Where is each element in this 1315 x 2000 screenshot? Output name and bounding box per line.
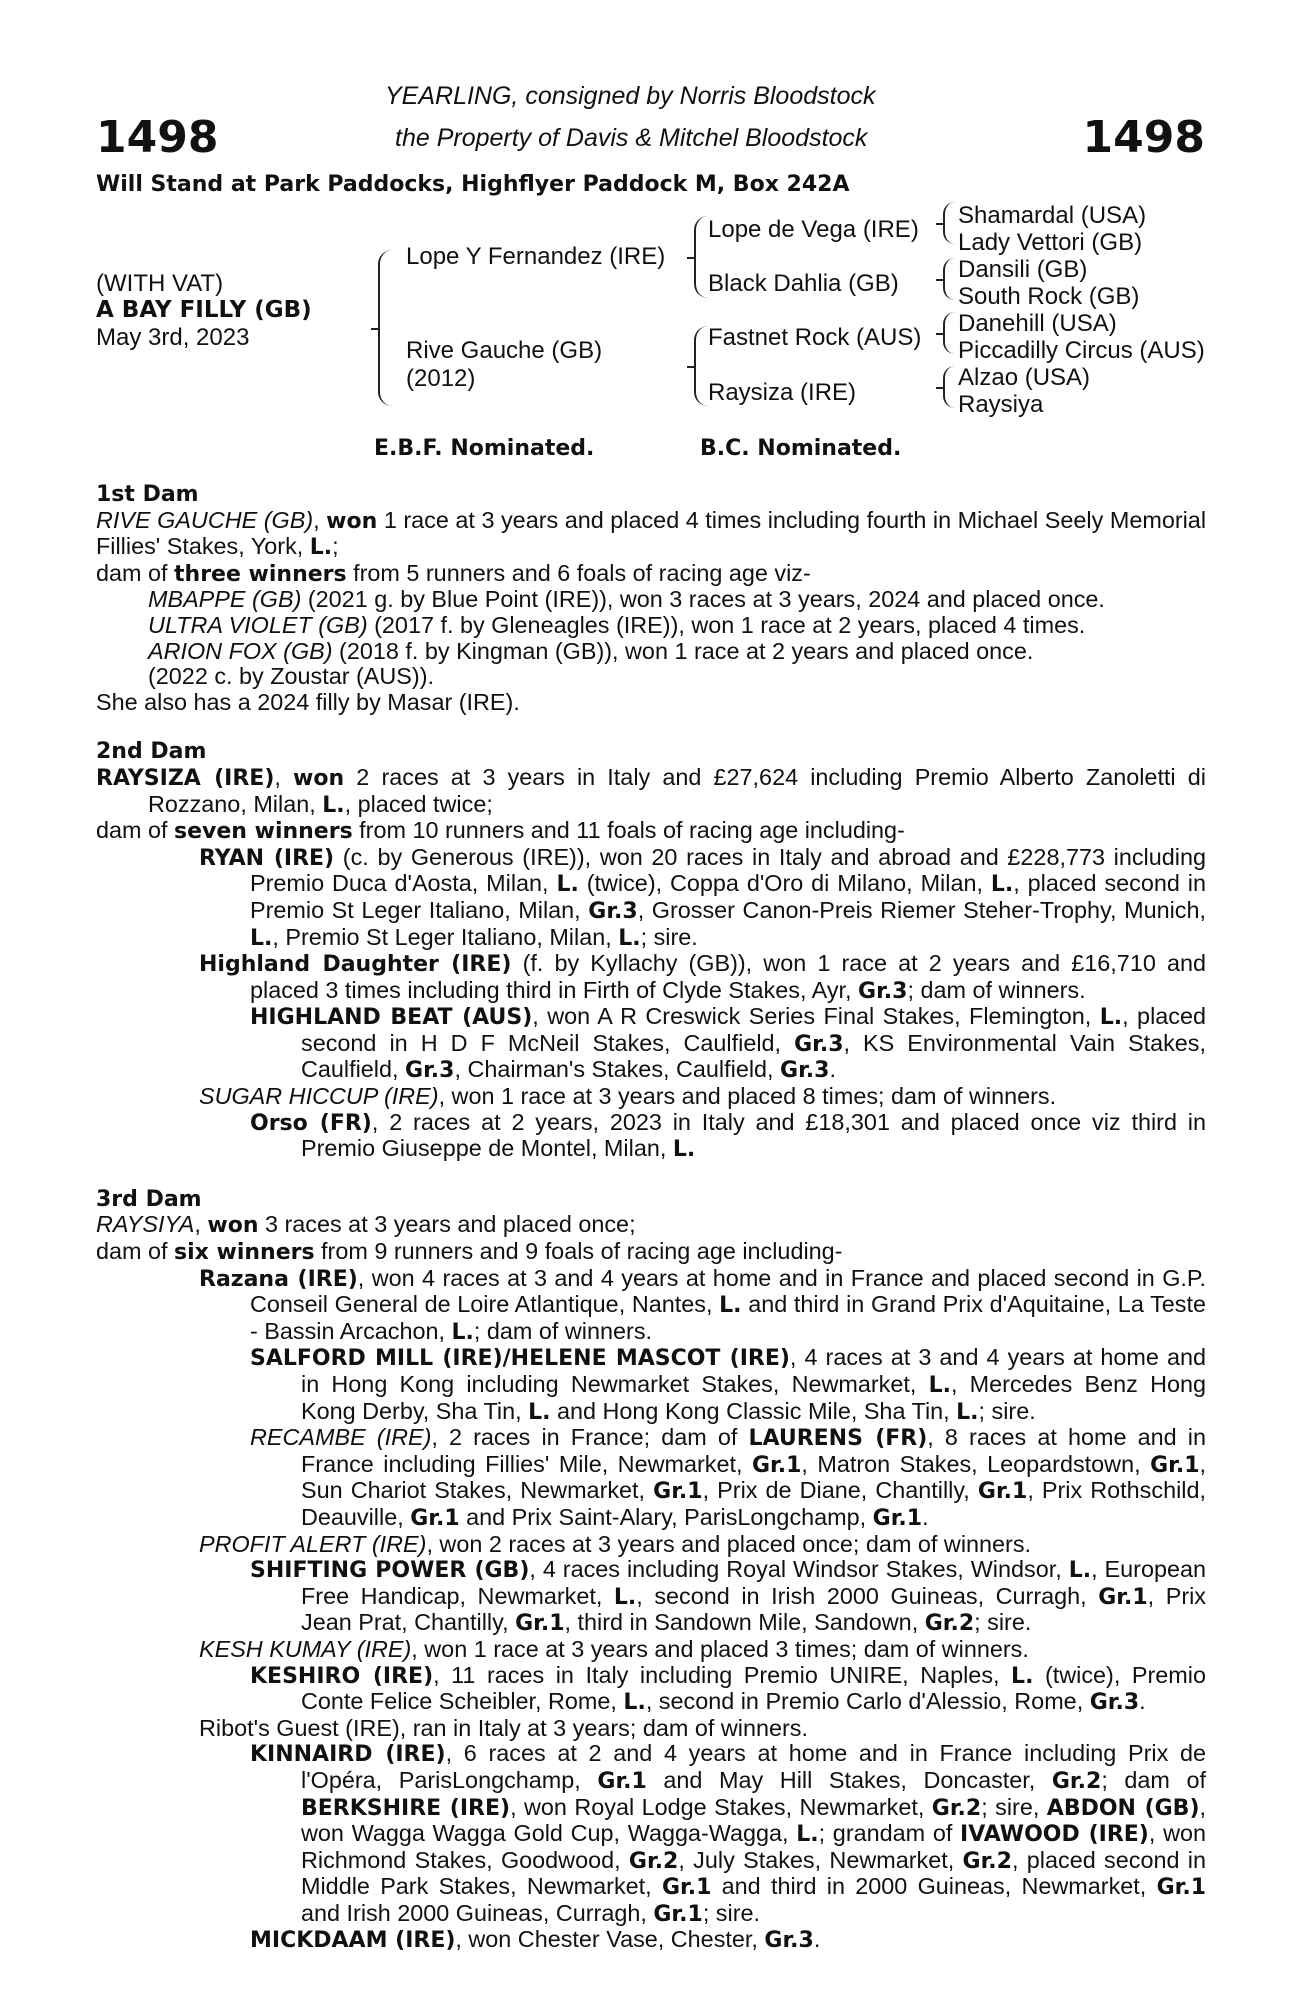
third-dam-entry: KESHIRO (IRE), 11 races in Italy including Premio UNIRE, Naples, L. (twice), Premio Conte Felice Scheibler, Rome, L., second in Premio Carlo d'Alessio, Rome, Gr.3. — [250, 1661, 1206, 1716]
third-dam-entry: KESH KUMAY (IRE), won 1 race at 3 years and placed 3 times; dam of winners. — [199, 1635, 1029, 1662]
pedigree-brace-sire — [694, 216, 708, 298]
pedigree-ggp-8: Raysiya — [958, 391, 1044, 418]
property-line: the Property of Davis & Mitchel Bloodstock — [395, 124, 868, 152]
pedigree-ggp-2: Lady Vettori (GB) — [958, 229, 1143, 256]
third-dam-entries — [96, 1212, 1206, 1954]
produce-item: MBAPPE (GB) (2021 g. by Blue Point (IRE)), won 3 races at 3 years, 2024 and placed once. — [148, 586, 1105, 613]
consignment-line: YEARLING, consigned by Norris Bloodstock — [385, 82, 876, 110]
pedigree-ggp-5: Danehill (USA) — [958, 310, 1117, 337]
first-dam-record: RIVE GAUCHE (GB), won 1 race at 3 years and placed 4 times including fourth in Michael Seely Memorial Fillies' Stakes, York, L.; — [96, 506, 1207, 561]
lot-number-left: 1498 — [96, 112, 219, 163]
pedigree-dam-dam: Raysiza (IRE) — [708, 379, 857, 406]
pedigree-brace-main — [378, 250, 394, 406]
pedigree-brace-dam — [694, 326, 708, 406]
produce-item: (2022 c. by Zoustar (AUS)). — [148, 663, 434, 690]
pedigree-ggp-6: Piccadilly Circus (AUS) — [958, 337, 1205, 364]
pedigree-sire-dam: Black Dahlia (GB) — [708, 270, 899, 297]
pedigree-ggp-7: Alzao (USA) — [958, 364, 1091, 391]
second-dam-entry: HIGHLAND BEAT (AUS), won A R Creswick Series Final Stakes, Flemington, L., placed second in H D F McNeil Stakes, Caulfield, Gr.3, KS Environmental Vain Stakes, Caulfield, Gr.3, Chairman's Stakes, Caulfield, Gr.3. — [250, 1003, 1207, 1084]
lot-number-right: 1498 — [1082, 112, 1205, 163]
first-dam-section — [96, 482, 1206, 715]
first-dam-heading: 1st Dam — [96, 482, 199, 507]
second-dam-entry: Orso (FR), 2 races at 2 years, 2023 in Italy and £18,301 and placed once viz third in Premio Giuseppe de Montel, Milan, L. — [250, 1108, 1206, 1163]
third-dam-entry: SALFORD MILL (IRE)/HELENE MASCOT (IRE), 4 races at 3 and 4 years at home and in Hong Kong including Newmarket Stakes, Newmarket, L., Mercedes Benz Hong Kong Derby, Sha Tin, L. and Hong Kong Classic Mile, Sha Tin, L.; sire. — [250, 1344, 1206, 1425]
pedigree-brace-sd — [943, 258, 955, 300]
third-dam-entry: Ribot's Guest (IRE), ran in Italy at 3 years; dam of winners. — [199, 1714, 808, 1741]
stand-line: Will Stand at Park Paddocks, Highflyer Paddock M, Box 242A — [96, 172, 850, 197]
pedigree-dam-sire: Fastnet Rock (AUS) — [708, 324, 922, 351]
vat-label: (WITH VAT) — [96, 270, 224, 297]
third-dam-entry: RECAMBE (IRE), 2 races in France; dam of LAURENS (FR), 8 races at home and in France including Fillies' Mile, Newmarket, Gr.1, Matron Stakes, Leopardstown, Gr.1, Sun Chariot Stakes, Newmarket, Gr.1, Prix de Diane, Chantilly, Gr.1, Prix Rothschild, Deauville, Gr.1 and Prix Saint-Alary, ParisLongchamp, Gr.1. — [250, 1424, 1207, 1531]
second-dam-section — [96, 739, 1206, 1163]
second-dam-entry: dam of seven winners from 10 runners and 11 foals of racing age including- — [96, 817, 905, 845]
pedigree-brace-ds — [943, 312, 955, 354]
third-dam-entry: Razana (IRE), won 4 races at 3 and 4 years at home and in France and placed second in G.P. Conseil General de Loire Atlantique, Nantes, L. and third in Grand Prix d'Aquitaine, La Teste - Bassin Arcachon, L.; dam of winners. — [199, 1264, 1207, 1345]
pedigree-notes — [96, 482, 1206, 1954]
pedigree-sire-sire: Lope de Vega (IRE) — [708, 216, 919, 243]
pedigree-ggp-3: Dansili (GB) — [958, 256, 1088, 283]
lot-name: A BAY FILLY (GB) — [96, 297, 312, 323]
pedigree-dam: Rive Gauche (GB) — [406, 337, 603, 364]
ebf-nomination: E.B.F. Nominated. — [374, 436, 595, 461]
first-dam-produce-summary: dam of three winners from 5 runners and 6 foals of racing age viz- — [96, 559, 811, 587]
bc-nomination: B.C. Nominated. — [700, 436, 902, 461]
pedigree-brace-ss — [943, 202, 955, 244]
third-dam-entry: RAYSIYA, won 3 races at 3 years and placed once; — [96, 1211, 636, 1239]
third-dam-entry: dam of six winners from 9 runners and 9 foals of racing age including- — [96, 1238, 843, 1266]
third-dam-entry: PROFIT ALERT (IRE), won 2 races at 3 years and placed once; dam of winners. — [199, 1530, 1032, 1557]
second-dam-heading: 2nd Dam — [96, 739, 207, 765]
third-dam-entry: KINNAIRD (IRE), 6 races at 2 and 4 years at home and in France including Prix de l'Opéra, ParisLongchamp, Gr.1 and May Hill Stakes, Doncaster, Gr.2; dam of BERKSHIRE (IRE), won Royal Lodge Stakes, Newmarket, Gr.2; sire, ABDON (GB), won Wagga Wagga Gold Cup, Wagga-Wagga, L.; grandam of IVAWOOD (IRE), won Richmond Stakes, Goodwood, Gr.2, July Stakes, Newmarket, Gr.2, placed second in Middle Park Stakes, Newmarket, Gr.1 and third in 2000 Guineas, Newmarket, Gr.1 and Irish 2000 Guineas, Curragh, Gr.1; sire. — [250, 1740, 1207, 1927]
produce-item: ARION FOX (GB) (2018 f. by Kingman (GB)), won 1 race at 2 years and placed once. — [148, 637, 1034, 664]
second-dam-entries — [96, 765, 1206, 1163]
pedigree-ggp-1: Shamardal (USA) — [958, 202, 1147, 229]
pedigree-dam-year: (2012) — [406, 365, 476, 392]
first-dam-tail: She also has a 2024 filly by Masar (IRE). — [96, 688, 520, 715]
pedigree-ggp-4: South Rock (GB) — [958, 283, 1140, 310]
second-dam-entry: Highland Daughter (IRE) (f. by Kyllachy (GB)), won 1 race at 2 years and £16,710 and placed 3 times including third in Firth of Clyde Stakes, Ayr, Gr.3; dam of winners. — [199, 950, 1206, 1004]
third-dam-entry: MICKDAAM (IRE), won Chester Vase, Chester, Gr.3. — [250, 1926, 821, 1954]
second-dam-entry: RAYSIZA (IRE), won 2 races at 3 years in Italy and £27,624 including Premio Alberto Zanoletti di Rozzano, Milan, L., placed twice; — [96, 763, 1206, 818]
third-dam-heading: 3rd Dam — [96, 1186, 202, 1212]
second-dam-entry: SUGAR HICCUP (IRE), won 1 race at 3 years and placed 8 times; dam of winners. — [199, 1083, 1057, 1110]
pedigree-sire: Lope Y Fernandez (IRE) — [406, 243, 666, 270]
foaled-date: May 3rd, 2023 — [96, 324, 250, 351]
second-dam-entry: RYAN (IRE) (c. by Generous (IRE)), won 20 races in Italy and abroad and £228,773 including Premio Duca d'Aosta, Milan, L. (twice), Coppa d'Oro di Milano, Milan, L., placed second in Premio St Leger Italiano, Milan, Gr.3, Grosser Canon-Preis Riemer Steher-Trophy, Munich, L., Premio St Leger Italiano, Milan, L.; sire. — [199, 843, 1206, 951]
third-dam-entry: SHIFTING POWER (GB), 4 races including Royal Windsor Stakes, Windsor, L., European Free Handicap, Newmarket, L., second in Irish 2000 Guineas, Curragh, Gr.1, Prix Jean Prat, Chantilly, Gr.1, third in Sandown Mile, Sandown, Gr.2; sire. — [250, 1556, 1207, 1637]
pedigree-brace-dd — [943, 366, 955, 408]
third-dam-section — [96, 1187, 1206, 1954]
produce-item: ULTRA VIOLET (GB) (2017 f. by Gleneagles (IRE)), won 1 race at 2 years, placed 4 times. — [148, 611, 1086, 638]
